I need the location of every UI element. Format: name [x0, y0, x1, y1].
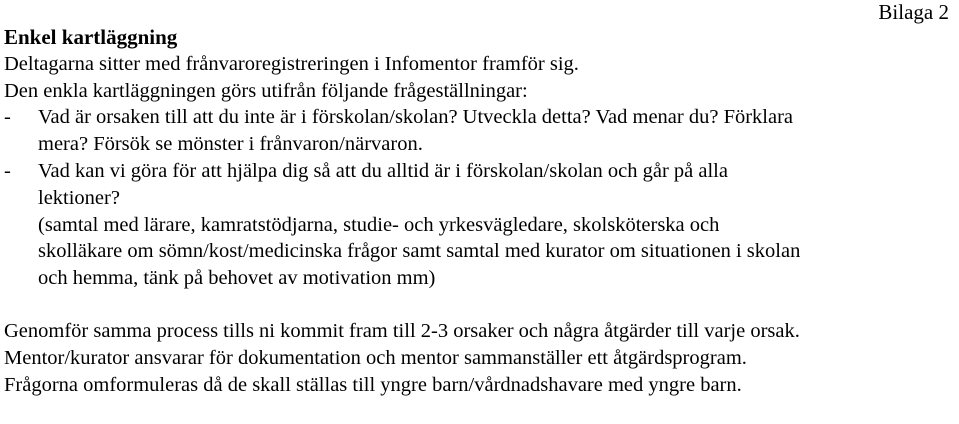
closing-line: Genomför samma process tills ni kommit fram till 2-3 orsaker och några åtgärder till varje orsak.: [4, 319, 800, 342]
support-examples: [4, 212, 956, 292]
question-text: [38, 104, 956, 158]
appendix-label: Bilaga 2: [878, 0, 949, 24]
question-line: Vad är orsaken till att du inte är i förskolan/skolan? Utveckla detta? Vad menar du? Förklara: [38, 106, 794, 129]
question-line: lektioner?: [38, 186, 120, 209]
closing-line: Mentor/kurator ansvarar för dokumentation och mentor sammanställer ett åtgärdsprogram.: [4, 346, 747, 369]
support-line: (samtal med lärare, kamratstödjarna, studie- och yrkesvägledare, skolsköterska och: [38, 213, 720, 236]
question-item: [4, 104, 956, 158]
document-title: Enkel kartläggning: [4, 25, 178, 49]
bullet-dash: -: [4, 106, 11, 129]
bullet-dash: -: [4, 159, 11, 182]
document-body: [4, 24, 956, 398]
closing-line: Frågorna omformuleras då de skall ställas till yngre barn/vårdnadshavare med yngre barn.: [4, 373, 742, 396]
support-line: skolläkare om sömn/kost/medicinska frågor samt samtal med kurator om situationen i skolan: [38, 240, 801, 263]
question-text: [38, 158, 956, 212]
question-item: [4, 158, 956, 212]
question-line: mera? Försök se mönster i frånvaron/närvaron.: [38, 133, 423, 156]
support-line: och hemma, tänk på behovet av motivation mm): [38, 267, 436, 290]
question-line: Vad kan vi göra för att hjälpa dig så att du alltid är i förskolan/skolan och går på alla: [38, 159, 728, 182]
intro-line: Den enkla kartläggningen görs utifrån följande frågeställningar:: [4, 79, 528, 102]
paragraph-gap: [4, 292, 956, 318]
intro-line: Deltagarna sitter med frånvaroregistreringen i Infomentor framför sig.: [4, 52, 579, 75]
